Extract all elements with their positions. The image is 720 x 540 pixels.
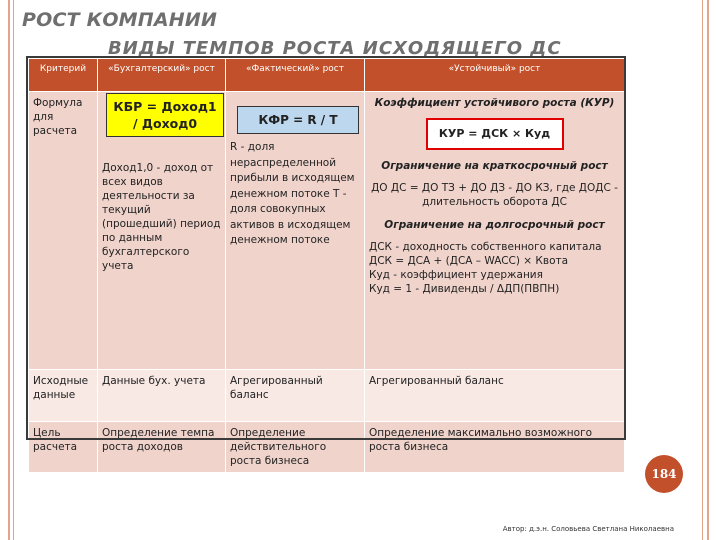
slide-title: РОСТ КОМПАНИИ (22, 9, 218, 31)
row-label-source-data: Исходные данные (29, 370, 98, 422)
cell-actual-formula (226, 92, 365, 370)
long-term-text-1: ДСК - доходность собственного капитала (369, 241, 602, 253)
long-term-text-2: ДСК = ДСА + (ДСА – WACC) × Квота (369, 255, 569, 267)
header-criterion: Критерий (29, 59, 98, 92)
long-term-text-3: Куд - коэффициент удержания (369, 269, 543, 281)
author-credit: Автор: д.э.н. Соловьева Светлана Николаевна (502, 525, 674, 533)
header-sustainable: «Устойчивый» рост (365, 59, 625, 92)
table-header-row (29, 59, 625, 92)
table-row-source-data (29, 370, 625, 422)
cell-sustainable-goal: Определение максимально возможного роста бизнеса (365, 422, 625, 473)
header-actual: «Фактический» рост (226, 59, 365, 92)
frame-line-right (707, 0, 709, 540)
cell-accounting-formula (98, 92, 226, 370)
table-row-formula (29, 92, 625, 370)
kbr-formula-box: КБР = Доход1 / Доход0 (106, 93, 224, 137)
slide-subtitle: ВИДЫ ТЕМПОВ РОСТА ИСХОДЯЩЕГО ДС (108, 38, 562, 56)
kfr-formula-box: КФР = R / T (237, 106, 359, 134)
cell-accounting-goal: Определение темпа роста доходов (98, 422, 226, 473)
cell-actual-goal: Определение действительного роста бизнеса (226, 422, 365, 473)
frame-line-left (8, 0, 10, 540)
frame-line-left-inner (13, 0, 14, 540)
page-number-badge: 184 (645, 455, 683, 493)
cell-actual-data: Агрегированный баланс (226, 370, 365, 422)
long-term-heading: Ограничение на долгосрочный рост (384, 219, 605, 231)
kur-formula-box: КУР = ДСК × Куд (426, 118, 564, 150)
short-term-text: ДО ДС = ДО ТЗ + ДО ДЗ - ДО КЗ, где ДОДС - длительность оборота ДС (371, 182, 618, 208)
frame-line-right-inner (702, 0, 703, 540)
row-label-formula: Формула для расчета (29, 92, 98, 370)
short-term-heading: Ограничение на краткосрочный рост (381, 160, 608, 172)
cell-accounting-data: Данные бух. учета (98, 370, 226, 422)
kur-heading: Коэффициент устойчивого роста (КУР) (374, 97, 615, 109)
long-term-text-4: Куд = 1 - Дивиденды / ΔДП(ПВПН) (369, 283, 560, 295)
accounting-description: Доход1,0 - доход от всех видов деятельности за текущий (прошедший) период по данным бухгалтерского учета (102, 162, 221, 272)
cell-sustainable-data: Агрегированный баланс (365, 370, 625, 422)
row-label-goal: Цель расчета (29, 422, 98, 473)
table-row-goal (29, 422, 625, 473)
cell-sustainable-formula (365, 92, 625, 370)
header-accounting: «Бухгалтерский» рост (98, 59, 226, 92)
actual-description: R - доля нераспределенной прибыли в исходящем денежном потоке T - доля совокупных активов в исходящем денежном потоке (230, 141, 355, 246)
growth-rates-table (28, 58, 624, 470)
